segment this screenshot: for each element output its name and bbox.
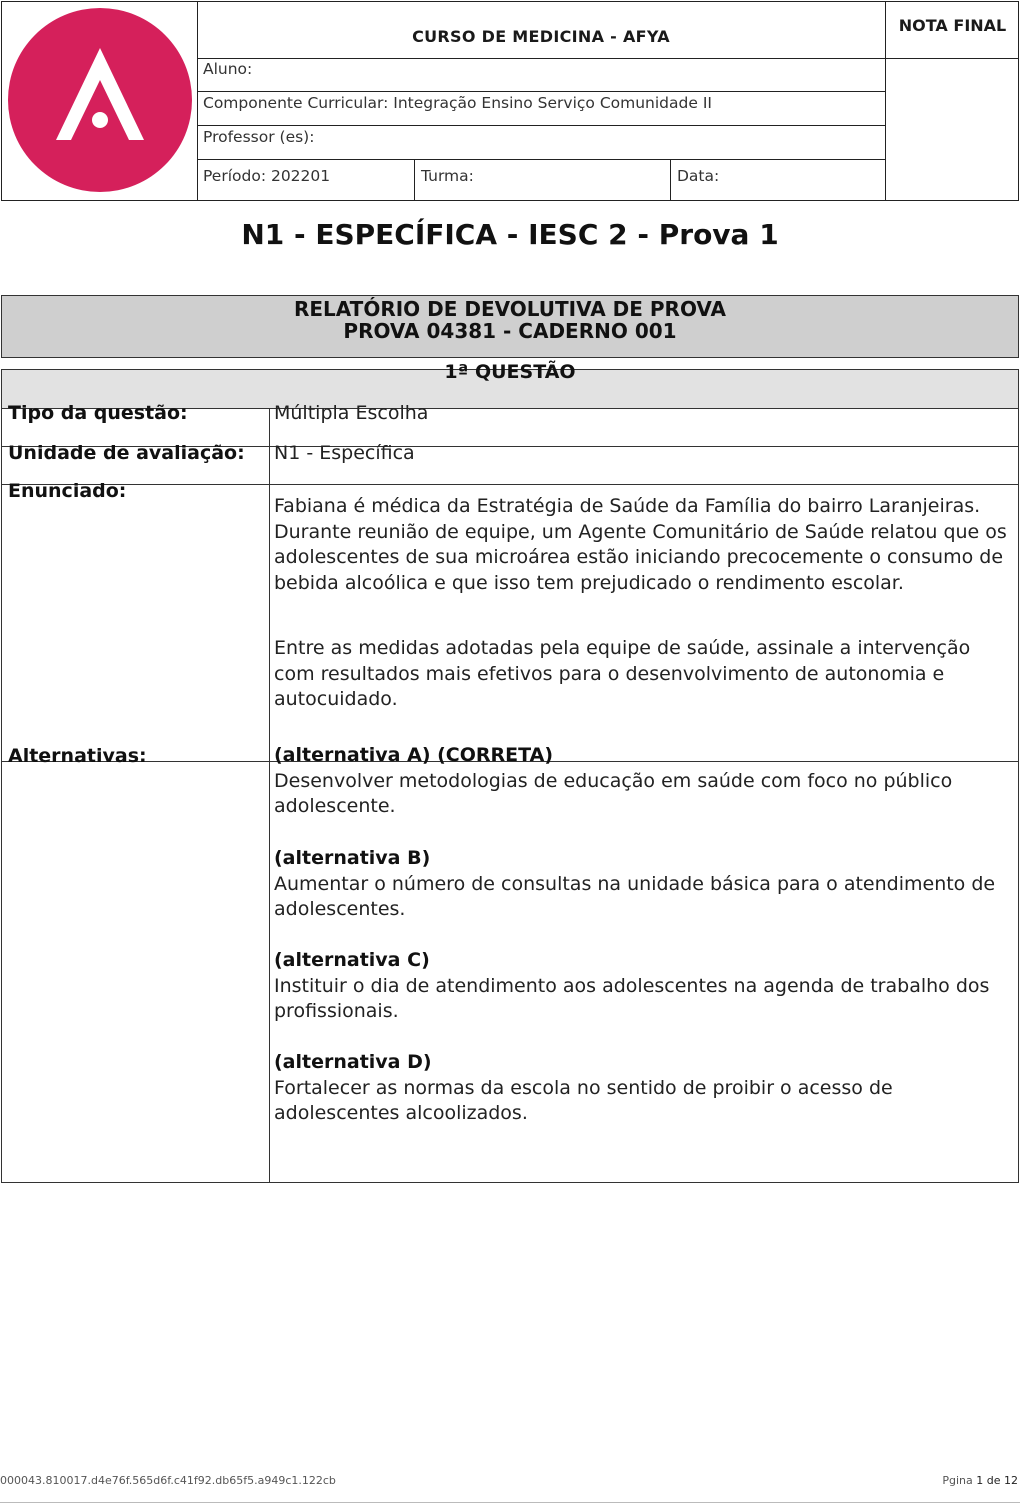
enunciado-label: Enunciado: (8, 480, 127, 502)
componente-field: Componente Curricular: Integração Ensino Serviço Comunidade II (197, 92, 885, 126)
aluno-field: Aluno: (197, 58, 885, 92)
afya-logo (8, 8, 192, 192)
period-row (197, 160, 885, 200)
report-banner (1, 295, 1019, 358)
alternative-d-title: (alternativa D) (274, 1051, 432, 1073)
banner-line-1: RELATÓRIO DE DEVOLUTIVA DE PROVA (293, 297, 727, 321)
alternative-b (274, 846, 1009, 923)
page-number: 1 de 12 (976, 1474, 1018, 1487)
page-title: N1 - ESPECÍFICA - IESC 2 - Prova 1 (241, 218, 779, 251)
exam-header (1, 1, 1019, 201)
enunciado-paragraph-2: Entre as medidas adotadas pela equipe de saúde, assinale a intervenção com resultados mais efetivos para o desenvolvimento de autonomia e autocuidado. (274, 637, 971, 710)
alternativas-label: Alternativas: (8, 745, 147, 767)
footer-rule (0, 1502, 1020, 1503)
alternative-d (274, 1050, 1009, 1127)
logo-cell (2, 2, 198, 200)
nota-final-box (885, 58, 1019, 200)
periodo-field: Período: 202201 (197, 160, 415, 200)
banner-line-2: PROVA 04381 - CADERNO 001 (343, 319, 677, 343)
course-title: CURSO DE MEDICINA - AFYA (197, 2, 885, 59)
alternative-c-title: (alternativa C) (274, 949, 430, 971)
nota-final-label: NOTA FINAL (885, 2, 1019, 59)
tipo-value: Múltipla Escolha (274, 402, 429, 424)
alternative-c-text: Instituir o dia de atendimento aos adolescentes na agenda de trabalho dos profissionais. (274, 974, 990, 1022)
turma-field: Turma: (415, 160, 671, 200)
unidade-value: N1 - Específica (274, 442, 415, 464)
alternative-d-text: Fortalecer as normas da escola no sentido de proibir o acesso de adolescentes alcoolizados. (274, 1076, 893, 1124)
alternative-a-text: Desenvolver metodologias de educação em saúde com foco no público adolescente. (274, 769, 953, 817)
unidade-label: Unidade de avaliação: (8, 442, 245, 464)
column-divider (269, 408, 270, 1182)
afya-logo-icon (8, 8, 192, 192)
question-heading-text: 1ª QUESTÃO (444, 361, 576, 383)
row-divider (2, 484, 1018, 485)
alternative-a-title: (alternativa A) (CORRETA) (274, 744, 554, 766)
tipo-label: Tipo da questão: (8, 402, 188, 424)
alternative-a (274, 743, 1009, 820)
question-table (1, 361, 1019, 1183)
alternative-b-text: Aumentar o número de consultas na unidade básica para o atendimento de adolescentes. (274, 872, 996, 920)
enunciado-paragraph-1: Fabiana é médica da Estratégia de Saúde da Família do bairro Laranjeiras. Durante reunião de equipe, um Agente Comunitário de Saúde relatou que os adolescentes de sua microárea estão iniciando precocemente o consumo de bebida alcoólica e que isso tem prejudicado o rendimento escolar. (274, 495, 1007, 594)
data-field: Data: (677, 167, 720, 185)
document-code: 000043.810017.d4e76f.565d6f.c41f92.db65f5.a949c1.122cb (0, 1474, 336, 1487)
page-indicator (942, 1474, 1018, 1487)
alternative-c (274, 948, 1009, 1025)
professor-field: Professor (es): (197, 126, 885, 160)
alternative-b-title: (alternativa B) (274, 847, 431, 869)
page-word: Pgina (942, 1474, 973, 1487)
